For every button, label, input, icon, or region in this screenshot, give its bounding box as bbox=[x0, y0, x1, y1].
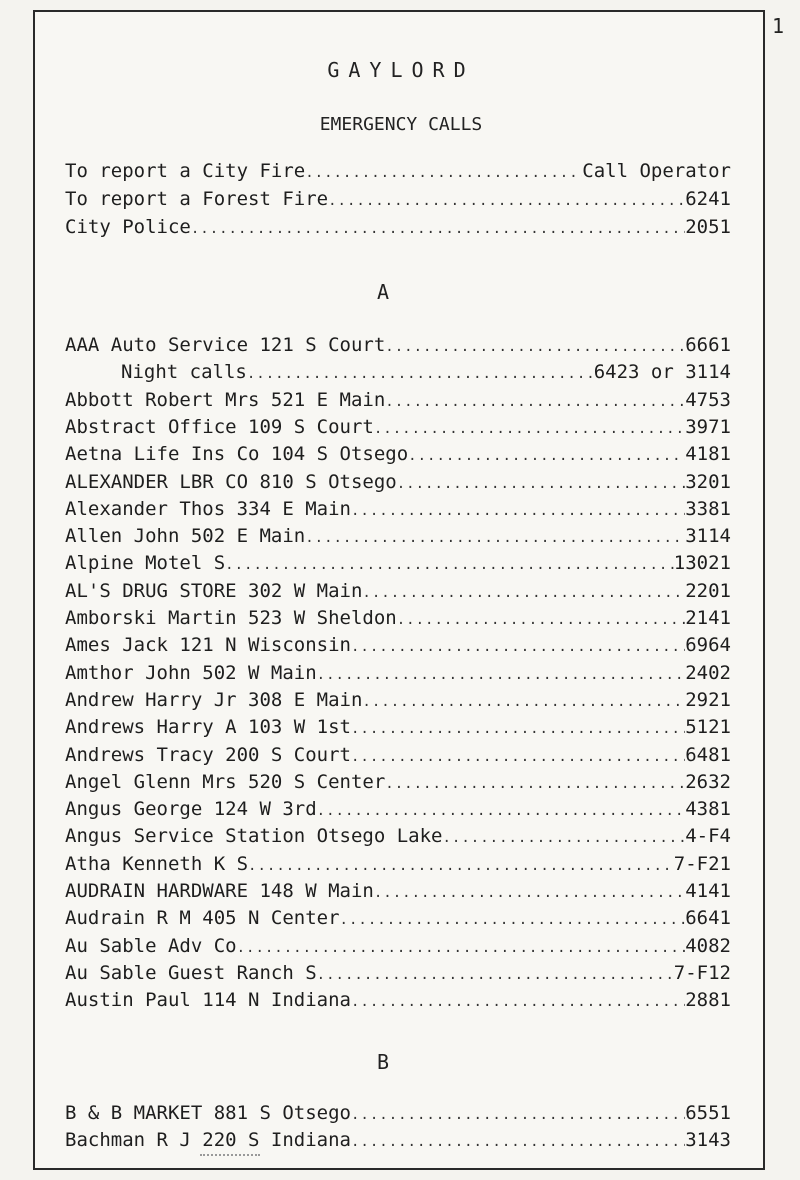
directory-entry bbox=[65, 550, 731, 577]
section-letter-a: A bbox=[376, 280, 390, 304]
directory-entry bbox=[65, 851, 731, 878]
dot-leader bbox=[408, 443, 685, 468]
entry-name: AUDRAIN HARDWARE 148 W Main bbox=[65, 880, 374, 902]
bottom-smudge bbox=[200, 1154, 260, 1158]
entry-number: 6641 bbox=[685, 907, 731, 930]
dot-leader bbox=[351, 744, 685, 769]
dot-leader bbox=[305, 525, 685, 550]
entry-number: 3143 bbox=[685, 1129, 731, 1151]
directory-entry bbox=[65, 1127, 731, 1154]
directory-entry bbox=[65, 660, 731, 687]
entry-number: 13021 bbox=[673, 552, 731, 575]
entry-number: 2632 bbox=[685, 770, 731, 793]
dot-leader bbox=[362, 689, 685, 714]
directory-entry bbox=[65, 742, 731, 769]
entry-number: 6241 bbox=[685, 188, 731, 210]
page-title: GAYLORD bbox=[327, 58, 475, 82]
dot-leader bbox=[374, 416, 685, 441]
dot-leader bbox=[225, 552, 674, 577]
dot-leader bbox=[237, 935, 686, 960]
section-subtitle: EMERGENCY CALLS bbox=[319, 114, 483, 135]
directory-entry bbox=[65, 878, 731, 905]
entry-number: 6964 bbox=[685, 634, 731, 657]
dot-leader bbox=[351, 634, 685, 659]
dot-leader bbox=[340, 907, 686, 932]
entry-name: Angus Service Station Otsego Lake bbox=[65, 825, 443, 848]
entry-name: Atha Kenneth K S bbox=[65, 852, 249, 875]
dot-leader bbox=[247, 361, 594, 386]
directory-entry bbox=[65, 605, 731, 632]
dot-leader bbox=[351, 1129, 685, 1154]
directory-entry bbox=[65, 186, 731, 213]
dot-leader bbox=[385, 389, 685, 414]
dot-leader bbox=[351, 716, 685, 741]
dot-leader bbox=[443, 825, 686, 850]
directory-entry bbox=[65, 823, 731, 850]
dot-leader bbox=[351, 989, 685, 1014]
dot-leader bbox=[317, 662, 686, 687]
dot-leader bbox=[191, 216, 685, 241]
entry-number: 7-F12 bbox=[673, 961, 731, 984]
entry-number: 4181 bbox=[685, 443, 731, 466]
entry-number: 4753 bbox=[685, 388, 731, 411]
entry-name: Abstract Office 109 S Court bbox=[65, 415, 374, 438]
entry-number: 5121 bbox=[685, 716, 731, 739]
directory-entry bbox=[65, 441, 731, 468]
entry-name: ALEXANDER LBR CO 810 S Otsego bbox=[65, 470, 397, 493]
entry-name: Andrews Harry A 103 W 1st bbox=[65, 716, 351, 739]
entry-number: 6423 or 3114 bbox=[593, 361, 731, 384]
entry-number: 4381 bbox=[685, 798, 731, 821]
directory-entry bbox=[65, 905, 731, 932]
entry-name: AAA Auto Service 121 S Court bbox=[65, 334, 386, 356]
directory-entry bbox=[65, 796, 731, 823]
entry-name: To report a Forest Fire bbox=[65, 188, 329, 210]
dot-leader bbox=[397, 471, 686, 496]
directory-entry bbox=[65, 332, 731, 359]
entry-number: 4-F4 bbox=[685, 825, 731, 848]
entry-name: Abbott Robert Mrs 521 E Main bbox=[65, 388, 386, 411]
dot-leader bbox=[328, 188, 685, 213]
entry-number: 7-F21 bbox=[673, 852, 731, 875]
entry-number: 2881 bbox=[685, 989, 731, 1012]
directory-entry bbox=[65, 769, 731, 796]
directory-entry bbox=[65, 687, 731, 714]
directory-entry bbox=[65, 1100, 731, 1127]
dot-leader bbox=[317, 962, 674, 987]
directory-entry bbox=[65, 960, 731, 987]
directory-entry bbox=[65, 987, 731, 1014]
entry-name: To report a City Fire bbox=[65, 160, 306, 182]
entry-number: 2921 bbox=[685, 688, 731, 711]
entry-number: 3114 bbox=[685, 525, 731, 548]
directory-entry bbox=[65, 523, 731, 550]
entry-name: City Police bbox=[65, 216, 191, 238]
dot-leader bbox=[362, 580, 685, 605]
entry-number: 2051 bbox=[685, 216, 731, 238]
entry-name: Amborski Martin 523 W Sheldon bbox=[65, 607, 397, 629]
entry-name: Au Sable Adv Co bbox=[65, 934, 237, 957]
entry-name: Austin Paul 114 N Indiana bbox=[65, 989, 351, 1012]
entry-number: 6551 bbox=[685, 1102, 731, 1124]
entry-name: Ames Jack 121 N Wisconsin bbox=[65, 634, 351, 657]
dot-leader bbox=[351, 1102, 685, 1127]
entry-number: 6481 bbox=[685, 743, 731, 766]
dot-leader bbox=[397, 607, 686, 632]
entry-number: Call Operator bbox=[582, 160, 731, 182]
directory-entry bbox=[65, 158, 731, 185]
dot-leader bbox=[317, 798, 686, 823]
entry-name: Allen John 502 E Main bbox=[65, 525, 306, 548]
directory-entry bbox=[65, 632, 731, 659]
directory-entry bbox=[65, 387, 731, 414]
directory-entry bbox=[65, 214, 731, 241]
dot-leader bbox=[374, 880, 685, 905]
directory-entry bbox=[65, 933, 731, 960]
entry-name: Aetna Life Ins Co 104 S Otsego bbox=[65, 443, 409, 466]
entry-name: B & B MARKET 881 S Otsego bbox=[65, 1102, 351, 1124]
entry-name: Alexander Thos 334 E Main bbox=[65, 497, 351, 520]
entry-number: 3971 bbox=[685, 415, 731, 438]
entry-name: Audrain R M 405 N Center bbox=[65, 907, 340, 930]
dot-leader bbox=[248, 853, 674, 878]
directory-entry bbox=[65, 578, 731, 605]
entry-name: Angus George 124 W 3rd bbox=[65, 798, 317, 821]
entry-name: Angel Glenn Mrs 520 S Center bbox=[65, 770, 386, 793]
entry-name: Alpine Motel S bbox=[65, 552, 226, 575]
entry-number: 2141 bbox=[685, 607, 731, 629]
entry-number: 3381 bbox=[685, 497, 731, 520]
directory-entry bbox=[65, 414, 731, 441]
directory-entry bbox=[65, 359, 731, 386]
entry-number: 2201 bbox=[685, 579, 731, 602]
directory-entry bbox=[65, 714, 731, 741]
entry-number: 2402 bbox=[685, 661, 731, 684]
entry-number: 3201 bbox=[685, 470, 731, 493]
entry-name: AL'S DRUG STORE 302 W Main bbox=[65, 579, 363, 602]
entry-name: Au Sable Guest Ranch S bbox=[65, 961, 317, 984]
directory-entry bbox=[65, 496, 731, 523]
entry-name: Night calls bbox=[121, 361, 247, 384]
dot-leader bbox=[385, 334, 685, 359]
entry-number: 6661 bbox=[685, 334, 731, 356]
section-letter-b: B bbox=[376, 1050, 390, 1074]
dot-leader bbox=[305, 160, 582, 185]
directory-page bbox=[33, 10, 765, 1170]
directory-entry bbox=[65, 469, 731, 496]
entry-name: Andrew Harry Jr 308 E Main bbox=[65, 688, 363, 711]
entry-number: 4082 bbox=[685, 934, 731, 957]
dot-leader bbox=[385, 771, 685, 796]
page-number: 1 bbox=[772, 14, 785, 38]
entry-name: Bachman R J 220 S Indiana bbox=[65, 1129, 351, 1151]
entry-number: 4141 bbox=[685, 880, 731, 902]
dot-leader bbox=[351, 498, 685, 523]
entry-name: Andrews Tracy 200 S Court bbox=[65, 743, 351, 766]
entry-name: Amthor John 502 W Main bbox=[65, 661, 317, 684]
